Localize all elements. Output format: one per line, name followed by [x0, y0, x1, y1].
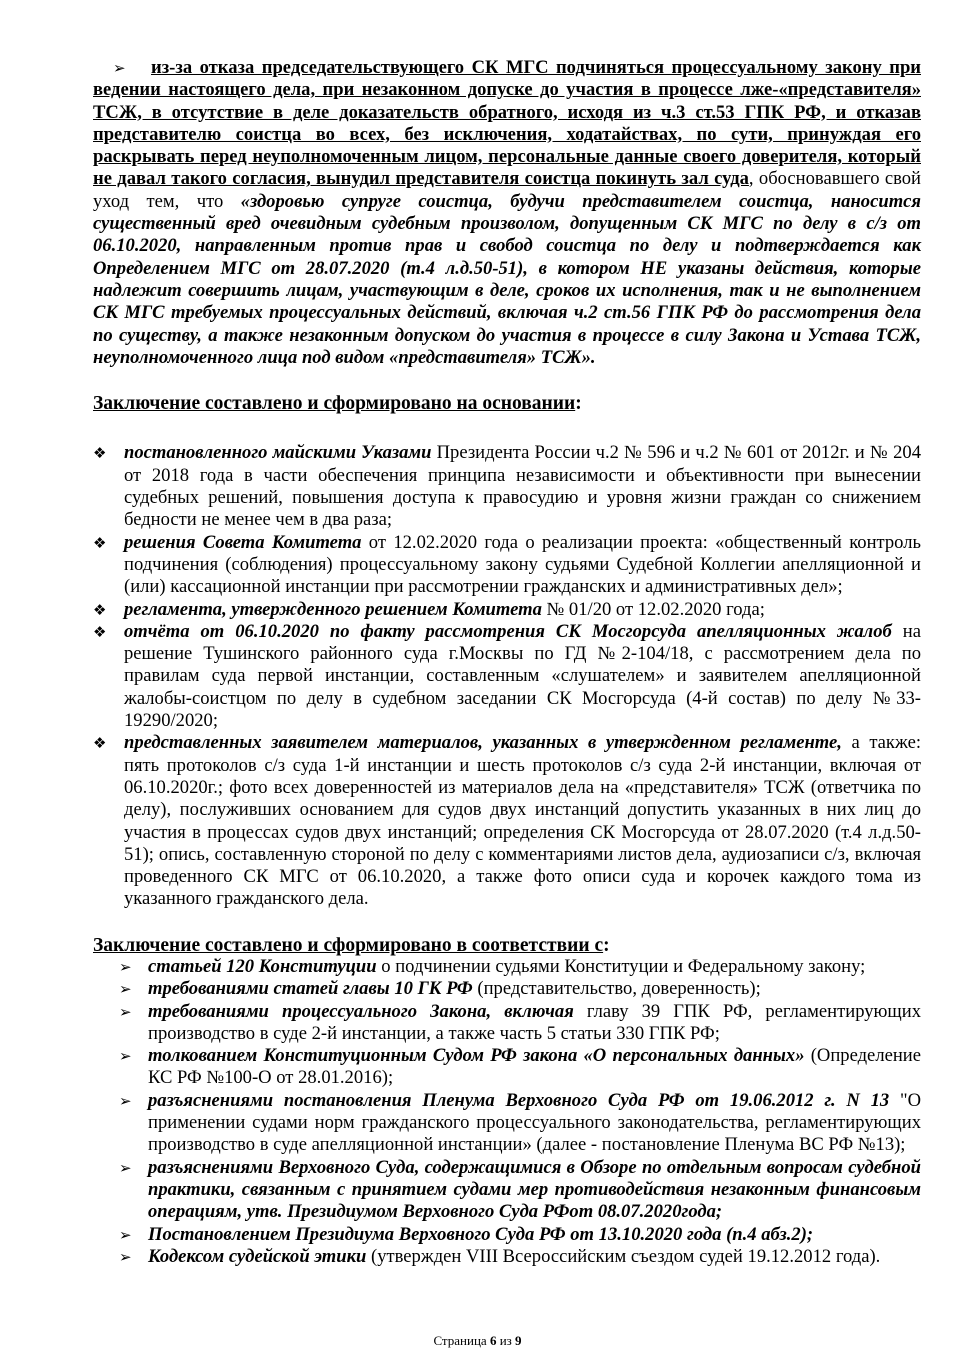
page-footer: [0, 1330, 955, 1352]
arrow-bullet-icon: ➢: [113, 59, 126, 77]
list-item: [93, 956, 921, 978]
list-item: [93, 1224, 921, 1246]
arrow-bullet-icon: ➢: [119, 1247, 132, 1266]
footer-page-total: 9: [515, 1333, 522, 1348]
intro-quote-text: «здоровью супруге соистца, будучи представителем соистца, наносится существенный вред очевидным судебным произволом, допущенным СК МГС по делу в с/з от 06.10.2020, направленным против прав и свобод соистца по делу и подтверждается как Определением МГС от 28.07.2020 (т.4 л.д.50-51), в котором НЕ указаны действия, которые надлежит совершить лицам, участвующим в деле, сроков их исполнения, так и не выполнением СК МГС требуемых процессуальных действий, включая ч.2 ст.56 ГПК РФ до рассмотрения дела по существу, а также незаконным допуском до участия в процессе в силу Закона и Устава ТСЖ, неуполномоченного лица под видом «представителя» ТСЖ».: [93, 190, 921, 368]
document-page: [93, 57, 921, 1268]
list-item: [93, 1001, 921, 1046]
arrow-bullet-icon: ➢: [119, 1225, 132, 1244]
footer-prefix: Страница: [433, 1333, 490, 1348]
section1-heading: [93, 393, 921, 415]
list-item-lead: разъяснениями постановления Пленума Верховного Суда РФ от 19.06.2012 г. N 13: [148, 1089, 890, 1111]
diamond-bullet-icon: ❖: [93, 600, 107, 619]
list-item-text: "О применении судами норм гражданского процессуального законодательства, регламентирующих производство в суде апелляционной инстанции» (далее - постановление Пленума ВС РФ №13);: [148, 1089, 921, 1156]
list-item: [93, 532, 921, 599]
intro-underlined-text: из-за отказа председательствующего СК МГС подчиняться процессуальному закону при ведении настоящего дела, при незаконном допуске до участия в процессе лже-«представителя» ТСЖ, в отсутствие в деле доказательств обратного, исходя из ч.3 ст.53 ГПК РФ, и отказав представителю соистца во всех, без исключения, ходатайствах, по сути, принуждая его раскрывать перед неуполномоченным лицом, персональные данные своего доверителя, который не давал такого согласия, вынудил представителя соистца покинуть зал суда: [93, 57, 921, 190]
list-item-text: о подчинении судьями Конституции и Федеральному закону;: [376, 955, 866, 977]
list-item-lead: решения Совета Комитета: [124, 531, 362, 553]
list-item-lead: требованиями статей главы 10 ГК РФ: [148, 978, 473, 1000]
list-item: [93, 978, 921, 1000]
list-item-text: (Определение КС РФ №100-О от 28.01.2016);: [148, 1045, 921, 1089]
section2-heading-colon: :: [603, 934, 610, 956]
list-item: [93, 442, 921, 531]
diamond-bullet-icon: ❖: [93, 533, 107, 552]
section2-list: [93, 956, 921, 1268]
diamond-bullet-icon: ❖: [93, 444, 107, 463]
section2-heading-text: Заключение составлено и сформировано в соответствии с: [93, 934, 604, 956]
list-item-text: № 01/20 от 12.02.2020 года;: [541, 598, 765, 620]
list-item: [93, 1157, 921, 1224]
list-item: [93, 599, 921, 621]
list-item-text: на решение Тушинского районного суда г.Москвы по ГД №2-104/18, с рассмотрением дела по правилам суда первой инстанции, составленным «слушателем» и заявителем апелляционной жалобы-соистцом по делу в судебном заседании СК Мосгорсуда (4-й состав) по делу №33-19290/2020;: [124, 620, 921, 732]
arrow-bullet-icon: ➢: [119, 1002, 132, 1021]
diamond-bullet-icon: ❖: [93, 622, 107, 641]
list-item-text: от 12.02.2020 года о реализации проекта: «общественный контроль подчинения (соблюдения) процессуальному закону судьями Судебной Коллегии апелляционной и (или) кассационной инстанции при рассмотрении гражданских и административных дел»;: [124, 531, 921, 598]
list-item-lead: постановленного майскими Указами: [124, 442, 432, 464]
list-item-lead: толкованием Конституционным Судом РФ закона «О персональных данных»: [148, 1045, 805, 1067]
list-item-text: а также: пять протоколов с/з суда 1-й инстанции и шесть протоколов с/з суда 2-й инстанции, включая от 06.10.2020г.; фото всех доверенностей из материалов дела на «представителя» ТСЖ (ответчика по делу), послуживших основанием для судов двух инстанций допустить указанных в них лиц до участия в процессах судов двух инстанций; определения СК Мосгорсуда от 28.07.2020 (т.4 л.д.50-51); опись, составленную стороной по делу с комментариями листов дела, аудиозаписи с/з, включая проведенного СК МГС от 06.10.2020, а также фото описи суда и корочек каждого тома из указанного гражданского дела.: [124, 732, 921, 910]
list-item: [93, 732, 921, 910]
arrow-bullet-icon: ➢: [119, 1047, 132, 1066]
section1-heading-colon: :: [575, 393, 582, 415]
diamond-bullet-icon: ❖: [93, 734, 107, 753]
list-item: [93, 1045, 921, 1090]
section2-heading: [93, 935, 921, 957]
list-item-lead: Кодексом судейской этики: [148, 1245, 367, 1267]
list-item-text: главу 39 ГПК РФ, регламентирующих производство в суде 2-й инстанции, а также часть 5 статьи 330 ГПК РФ;: [148, 1000, 921, 1044]
list-item: [93, 1090, 921, 1157]
list-item-lead: Постановлением Президиума Верховного Суда РФ от 13.10.2020 года (п.4 абз.2);: [148, 1223, 814, 1245]
list-item: [93, 1246, 921, 1268]
footer-page-number: 6: [489, 1333, 497, 1348]
list-item-lead: регламента, утвержденного решением Комитета: [124, 598, 542, 620]
arrow-bullet-icon: ➢: [119, 980, 132, 999]
list-item-lead: отчёта от 06.10.2020 по факту рассмотрения СК Мосгорсуда апелляционных жалоб: [124, 620, 892, 642]
list-item-lead: статьей 120 Конституции: [148, 955, 377, 977]
footer-middle: из: [496, 1333, 516, 1348]
arrow-bullet-icon: ➢: [119, 957, 132, 976]
arrow-bullet-icon: ➢: [119, 1158, 132, 1177]
list-item-lead: разъяснениями Верховного Суда, содержащимися в Обзоре по отдельным вопросам судебной практики, связанным с принятием судами мер противодействия незаконным финансовым операциям, утв. Президиумом Верховного Суда РФот 08.07.2020года;: [148, 1156, 921, 1223]
intro-plain-text: , обосновавшего свой уход тем, что: [93, 168, 921, 212]
list-item-text: (утвержден VIII Всероссийским съездом судей 19.12.2012 года).: [366, 1245, 881, 1267]
list-item: [93, 621, 921, 732]
section1-list: [93, 442, 921, 910]
intro-paragraph: [93, 57, 921, 369]
arrow-bullet-icon: ➢: [119, 1091, 132, 1110]
section1-heading-text: Заключение составлено и сформировано на основании: [93, 393, 576, 415]
list-item-lead: представленных заявителем материалов, указанных в утвержденном регламенте,: [124, 732, 842, 754]
list-item-lead: требованиями процессуального Закона, включая: [148, 1000, 574, 1022]
list-item-text: Президента России ч.2 № 596 и ч.2 № 601 от 2012г. и № 204 от 2018 года в части обеспечения принципа независимости и объективности при вынесении судебных решений, повышения доступа к правосудию и уровня жизни граждан со снижением бедности не менее чем в два раза;: [124, 442, 921, 531]
list-item-text: (представительство, доверенность);: [472, 978, 761, 1000]
